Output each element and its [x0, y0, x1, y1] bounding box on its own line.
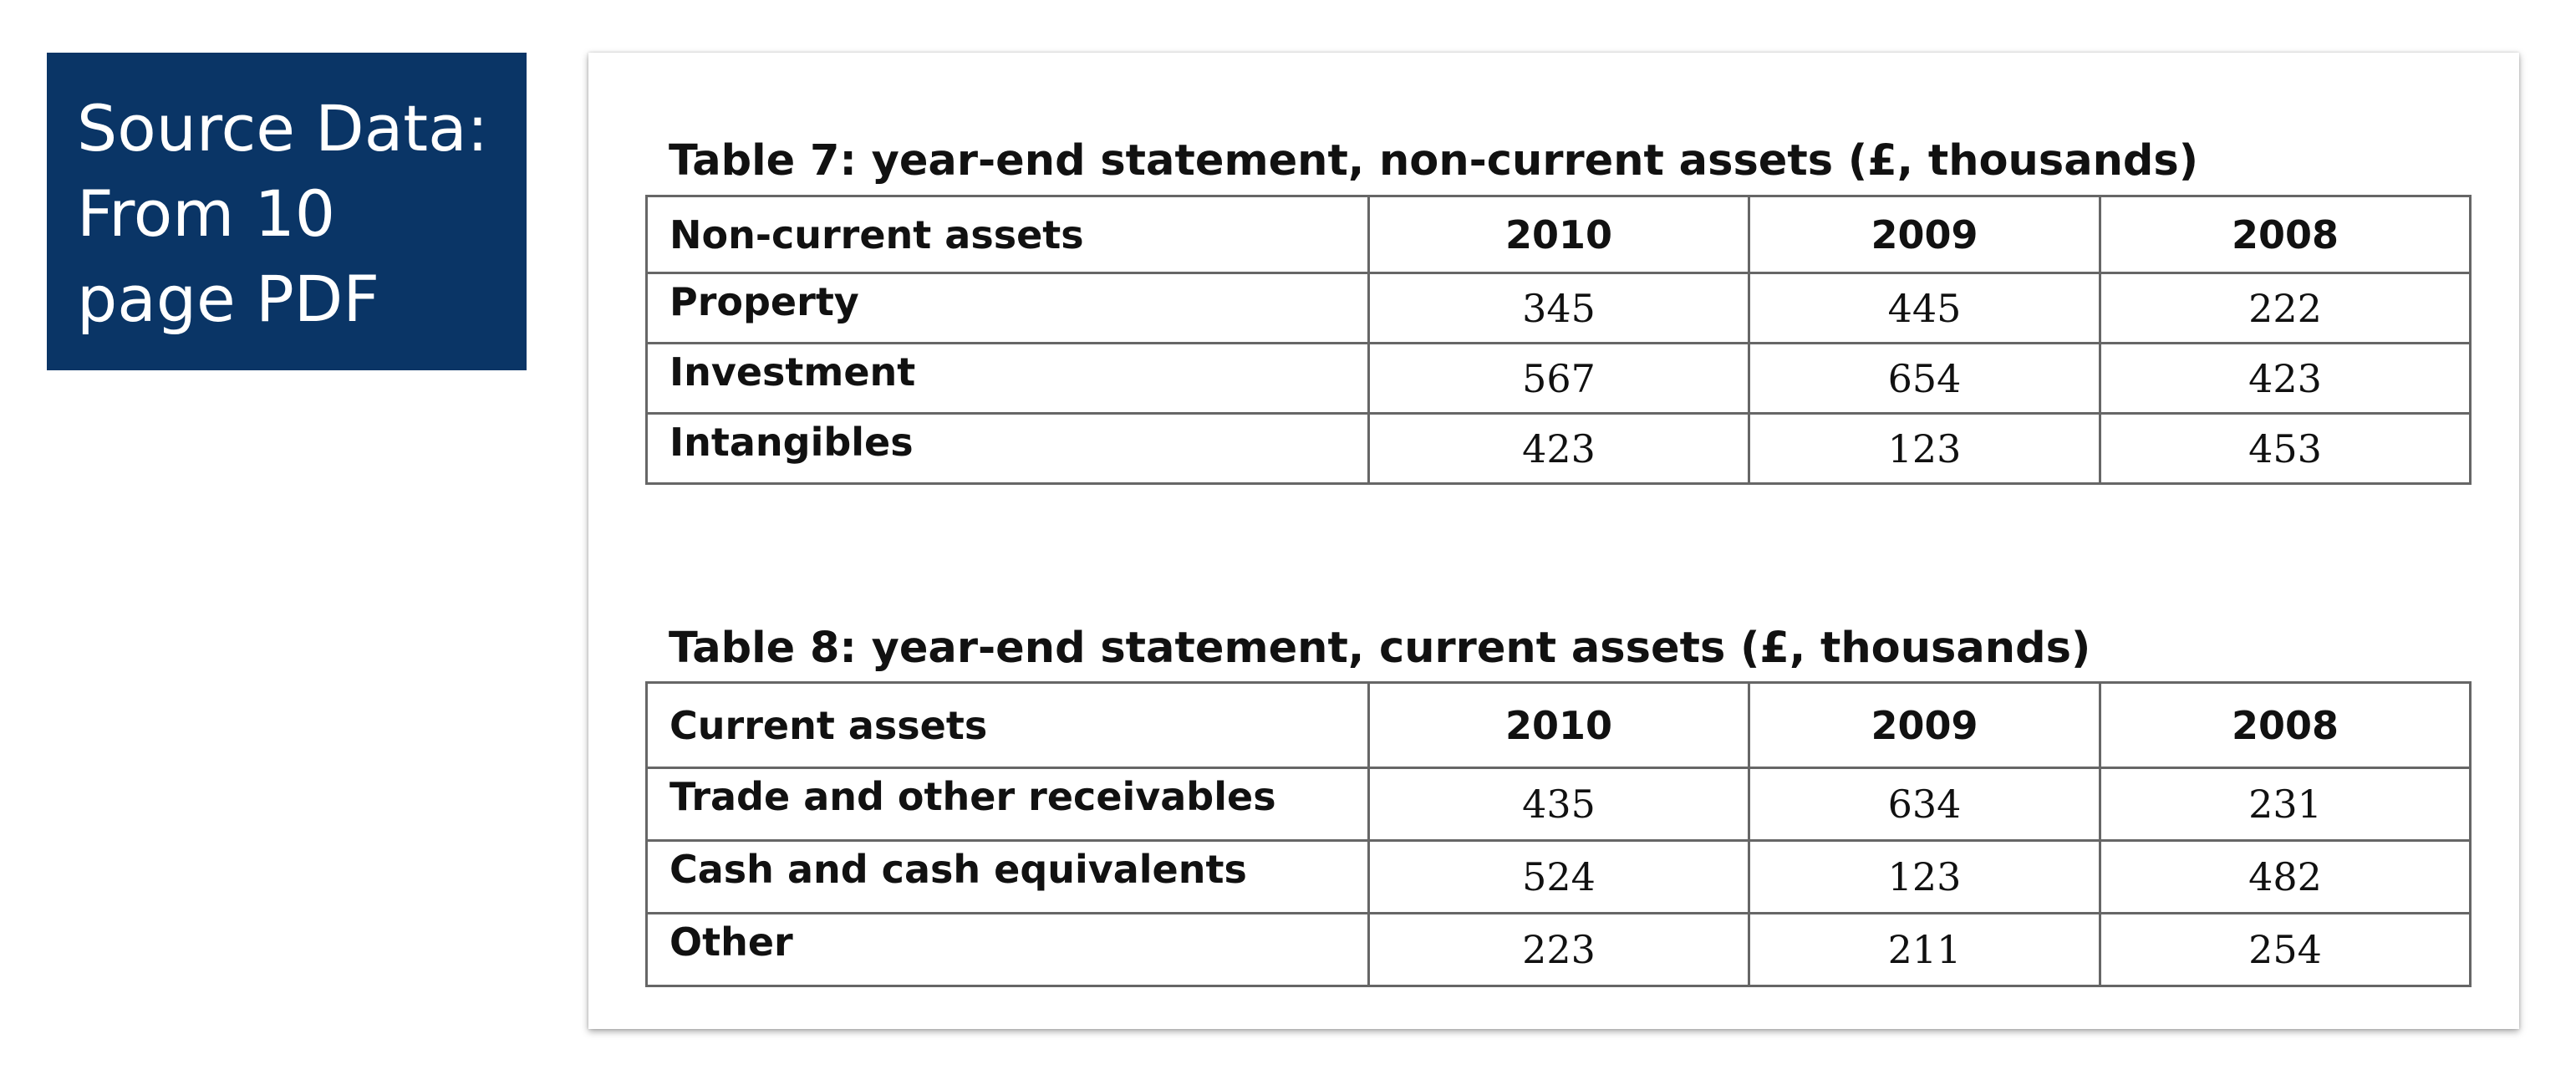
table-cell: 482	[2100, 841, 2471, 914]
column-header: Current assets	[647, 683, 1369, 768]
table-cell: 123	[1749, 414, 2100, 484]
table-cell: 254	[2100, 914, 2471, 986]
table-header-row	[647, 683, 2471, 768]
column-header: Non-current assets	[647, 196, 1369, 273]
row-label: Other	[647, 914, 1369, 986]
table-row	[647, 273, 2471, 344]
column-header: 2010	[1369, 683, 1749, 768]
table-cell: 222	[2100, 273, 2471, 344]
table-cell: 445	[1749, 273, 2100, 344]
source-data-label	[47, 53, 527, 370]
table-row	[647, 914, 2471, 986]
table-cell: 345	[1369, 273, 1749, 344]
row-label: Investment	[647, 344, 1369, 414]
table-cell: 231	[2100, 768, 2471, 841]
table-cell: 524	[1369, 841, 1749, 914]
column-header: 2008	[2100, 683, 2471, 768]
row-label: Intangibles	[647, 414, 1369, 484]
column-header: 2008	[2100, 196, 2471, 273]
table-cell: 435	[1369, 768, 1749, 841]
row-label: Trade and other receivables	[647, 768, 1369, 841]
table-cell: 567	[1369, 344, 1749, 414]
source-label-line: page PDF	[77, 262, 380, 336]
non-current-assets-table	[645, 195, 2472, 485]
table-row	[647, 841, 2471, 914]
table-header-row	[647, 196, 2471, 273]
table-cell: 123	[1749, 841, 2100, 914]
column-header: 2009	[1749, 196, 2100, 273]
table-7-caption: Table 7: year-end statement, non-current assets (£, thousands)	[669, 136, 2199, 186]
table-cell: 223	[1369, 914, 1749, 986]
table-row	[647, 414, 2471, 484]
source-label-line: From 10	[77, 176, 336, 251]
source-label-line: Source Data:	[77, 91, 489, 166]
table-cell: 423	[2100, 344, 2471, 414]
row-label: Property	[647, 273, 1369, 344]
table-cell: 634	[1749, 768, 2100, 841]
pdf-page-excerpt	[588, 53, 2519, 1029]
table-cell: 423	[1369, 414, 1749, 484]
column-header: 2010	[1369, 196, 1749, 273]
table-cell: 453	[2100, 414, 2471, 484]
table-row	[647, 344, 2471, 414]
column-header: 2009	[1749, 683, 2100, 768]
table-cell: 654	[1749, 344, 2100, 414]
row-label: Cash and cash equivalents	[647, 841, 1369, 914]
current-assets-table	[645, 681, 2472, 987]
table-8-caption: Table 8: year-end statement, current assets (£, thousands)	[669, 624, 2091, 673]
table-cell: 211	[1749, 914, 2100, 986]
table-row	[647, 768, 2471, 841]
